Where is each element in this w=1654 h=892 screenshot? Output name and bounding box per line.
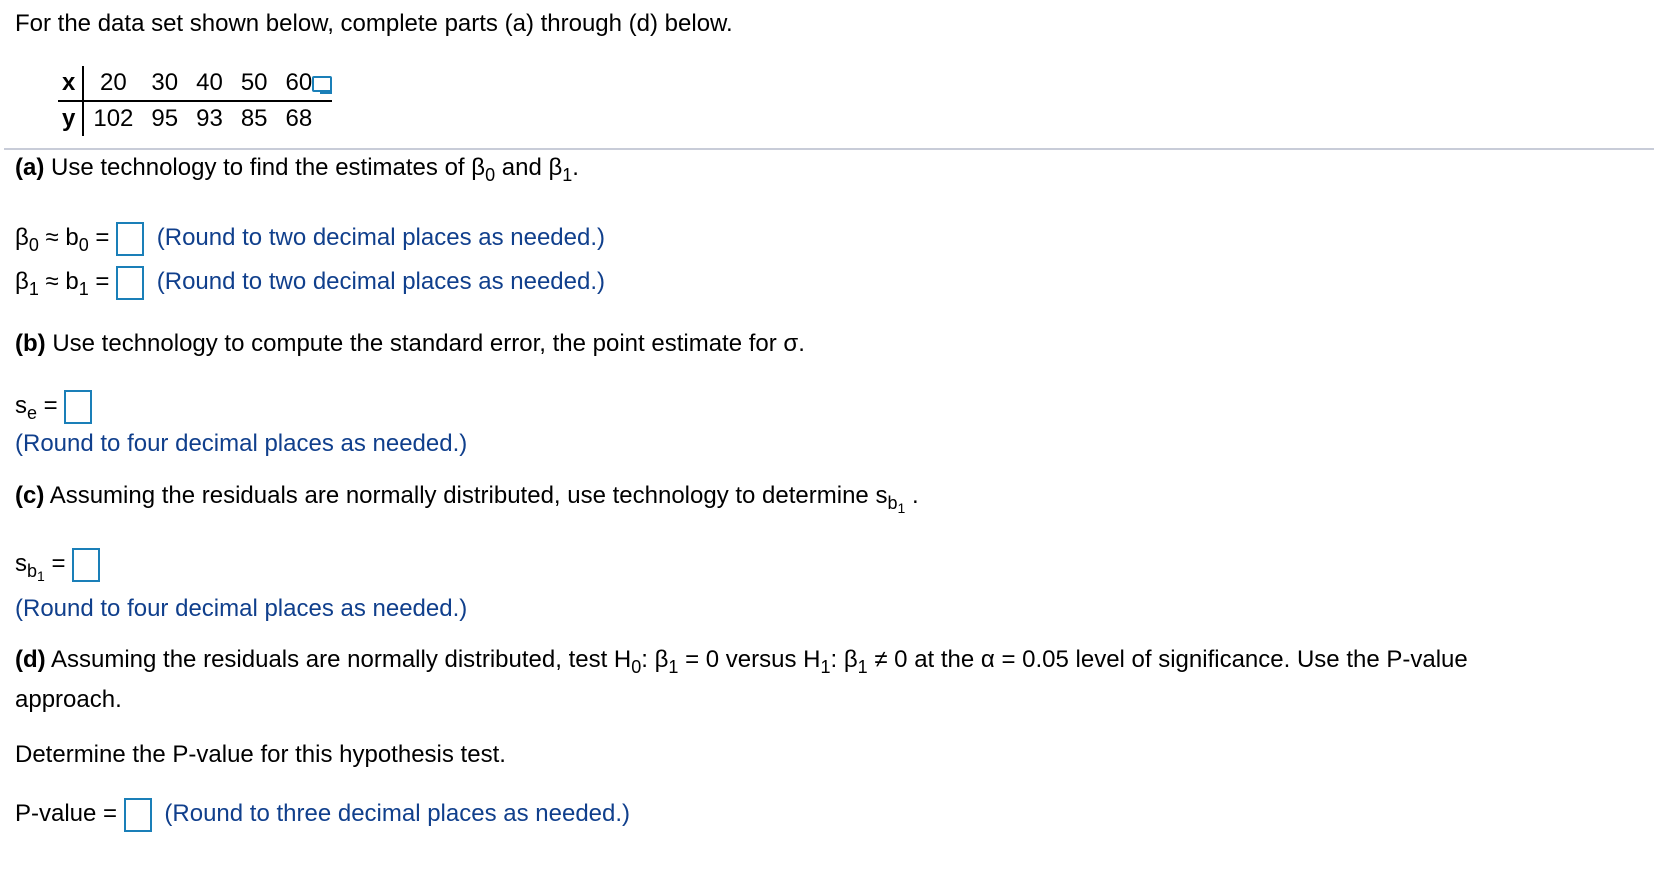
pvalue-label: P-value =: [15, 800, 118, 827]
x-label: x: [58, 66, 83, 101]
b0-input[interactable]: [116, 222, 144, 256]
se-row: $s_e$ =: [15, 388, 92, 424]
part-d-question: (d) Assuming the residuals are normally distributed, test $H_0$: $\beta_1 = 0$ versus $H_1$: $\beta_1 \ne 0$ at the α = 0.05 level of significance. Use the P-value: [15, 646, 1468, 677]
sb1-row: $s_{b_1}$ =: [15, 546, 100, 582]
beta1-row: $\beta_1 \approx b_1$ = (Round to two decimal places as needed.): [15, 264, 605, 300]
x-cell: 30: [142, 66, 187, 101]
x-row: [58, 66, 332, 101]
b0-hint: (Round to two decimal places as needed.): [156, 224, 606, 251]
y-label: y: [58, 101, 83, 136]
x-cell: 20: [83, 66, 142, 101]
intro-text: For the data set shown below, complete parts (a) through (d) below.: [15, 10, 733, 37]
b1-hint: (Round to two decimal places as needed.): [156, 268, 606, 295]
x-cell: 60: [277, 66, 333, 101]
pvalue-input[interactable]: [124, 798, 152, 832]
y-cell: 93: [196, 105, 223, 132]
x-cell: 40: [187, 66, 232, 101]
copy-data-icon[interactable]: [312, 76, 332, 92]
divider: [4, 148, 1654, 150]
part-d-question-cont: approach.: [15, 686, 122, 713]
se-hint: (Round to four decimal places as needed.): [15, 430, 468, 457]
part-a-question: (a) Use technology to find the estimates of $\beta_0$ and $\beta_1$.: [15, 154, 579, 185]
y-cell: 102: [93, 105, 134, 132]
pvalue-hint: (Round to three decimal places as needed.): [164, 800, 631, 827]
beta0-row: $\beta_0 \approx b_0$ = (Round to two decimal places as needed.): [15, 220, 605, 256]
se-input[interactable]: [64, 390, 92, 424]
sb1-hint: (Round to four decimal places as needed.): [15, 595, 468, 622]
determine-text: Determine the P-value for this hypothesis test.: [15, 741, 506, 768]
part-b-question: (b) Use technology to compute the standard error, the point estimate for σ.: [15, 330, 805, 357]
pvalue-row: [15, 796, 630, 832]
x-cell: 50: [232, 66, 277, 101]
b1-input[interactable]: [116, 266, 144, 300]
sb1-input[interactable]: [72, 548, 100, 582]
data-table: [58, 66, 332, 136]
y-cell: 85: [240, 105, 268, 132]
y-row: [58, 101, 332, 136]
y-cell: 68: [285, 105, 313, 132]
part-c-question: (c) Assuming the residuals are normally distributed, use technology to determine $s_{b_1}$ .: [15, 482, 919, 516]
y-cell: 95: [151, 105, 179, 132]
